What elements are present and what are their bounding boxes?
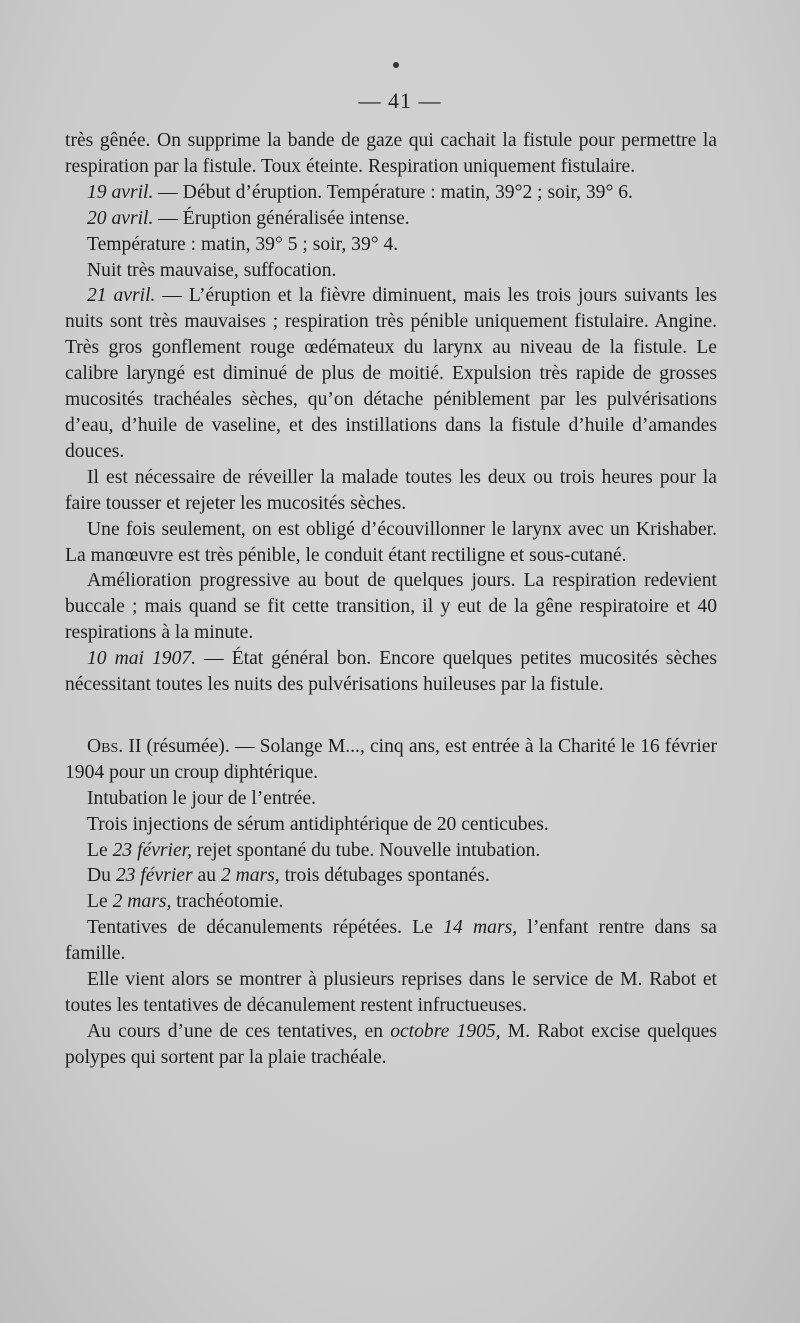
observation-heading: Obs. II (résumée). — Solange M..., cinq ans, est entrée à la Charité le 16 février 1904 pour un croup diphtérique. [65, 735, 717, 783]
paragraph: 19 avril. — Début d’éruption. Température : matin, 39°2 ; soir, 39° 6. [87, 181, 633, 203]
paragraph: Au cours d’une de ces tentatives, en octobre 1905, M. Rabot excise quelques polypes qui sortent par la plaie trachéale. [65, 1020, 717, 1068]
date-label: octobre 1905, [390, 1020, 501, 1042]
paragraph: 20 avril. — Éruption généralisée intense. [87, 207, 410, 229]
ink-dot [393, 62, 399, 68]
paragraph: 21 avril. — L’éruption et la fièvre diminuent, mais les trois jours suivants les nuits sont très mauvaises ; respiration très pénible uniquement fistulaire. Angine. Très gros gonflement rouge œdémateux du larynx au niveau de la fistule. Le calibre laryngé est diminué de plus de moitié. Expulsion très rapide de grosses mucosités trachéales sèches, qu’on détache péniblement par les pulvérisations d’eau, d’huile de vaseline, et des instillations dans la fistule d’huile d’amandes douces. [65, 285, 717, 462]
date-label: 10 mai 1907. [87, 648, 197, 670]
paragraph: 10 mai 1907. — État général bon. Encore quelques petites mucosités sèches nécessitant toutes les nuits des pulvérisations huileuses par la fistule. [65, 648, 718, 696]
date-label: 19 avril. [87, 181, 154, 203]
date-label: 14 mars, [443, 917, 518, 939]
paragraph: Le 2 mars, trachéotomie. [87, 891, 284, 913]
page-number: — 41 — [358, 88, 442, 113]
obs-label: Obs. [87, 735, 124, 757]
date-label: 2 mars, [220, 865, 280, 887]
paragraph: Le 23 février, rejet spontané du tube. Nouvelle intubation. [87, 839, 541, 861]
date-label: 21 avril. [87, 285, 156, 307]
paragraph: Intubation le jour de l’entrée. [87, 787, 317, 809]
paragraph: Du 23 février au 2 mars, trois détubages spontanés. [87, 865, 490, 887]
paragraph: Nuit très mauvaise, suffocation. [87, 259, 337, 281]
paragraph: Trois injections de sérum antidiphtérique de 20 centicubes. [87, 813, 549, 835]
date-label: 2 mars, [112, 891, 172, 913]
paragraph: Tentatives de décanulements répétées. Le 14 mars, l’enfant rentre dans sa famille. [65, 917, 717, 965]
paragraph: Elle vient alors se montrer à plusieurs reprises dans le service de M. Rabot et toutes les tentatives de décanulement restent infructueuses. [65, 969, 717, 1016]
paragraph: Température : matin, 39° 5 ; soir, 39° 4. [87, 233, 399, 255]
paragraph: Une fois seulement, on est obligé d’écouvillonner le larynx avec un Krishaber. La manœuvre est très pénible, le conduit étant rectiligne et sous-cutané. [65, 518, 717, 566]
page-body [65, 128, 717, 1071]
paragraph: Il est nécessaire de réveiller la malade toutes les deux ou trois heures pour la faire tousser et rejeter les mucosités sèches. [65, 466, 717, 514]
paragraph: très gênée. On supprime la bande de gaze qui cachait la fistule pour permettre la respiration par la fistule. Toux éteinte. Respiration uniquement fistulaire. [65, 130, 717, 177]
paragraph: Amélioration progressive au bout de quelques jours. La respiration redevient buccale ; mais quand se fit cette transition, il y eut de la gêne respiratoire et 40 respirations à la minute. [65, 570, 717, 644]
date-label: 23 février [115, 865, 193, 887]
date-label: 20 avril. [87, 207, 154, 229]
date-label: 23 février, [112, 839, 193, 861]
